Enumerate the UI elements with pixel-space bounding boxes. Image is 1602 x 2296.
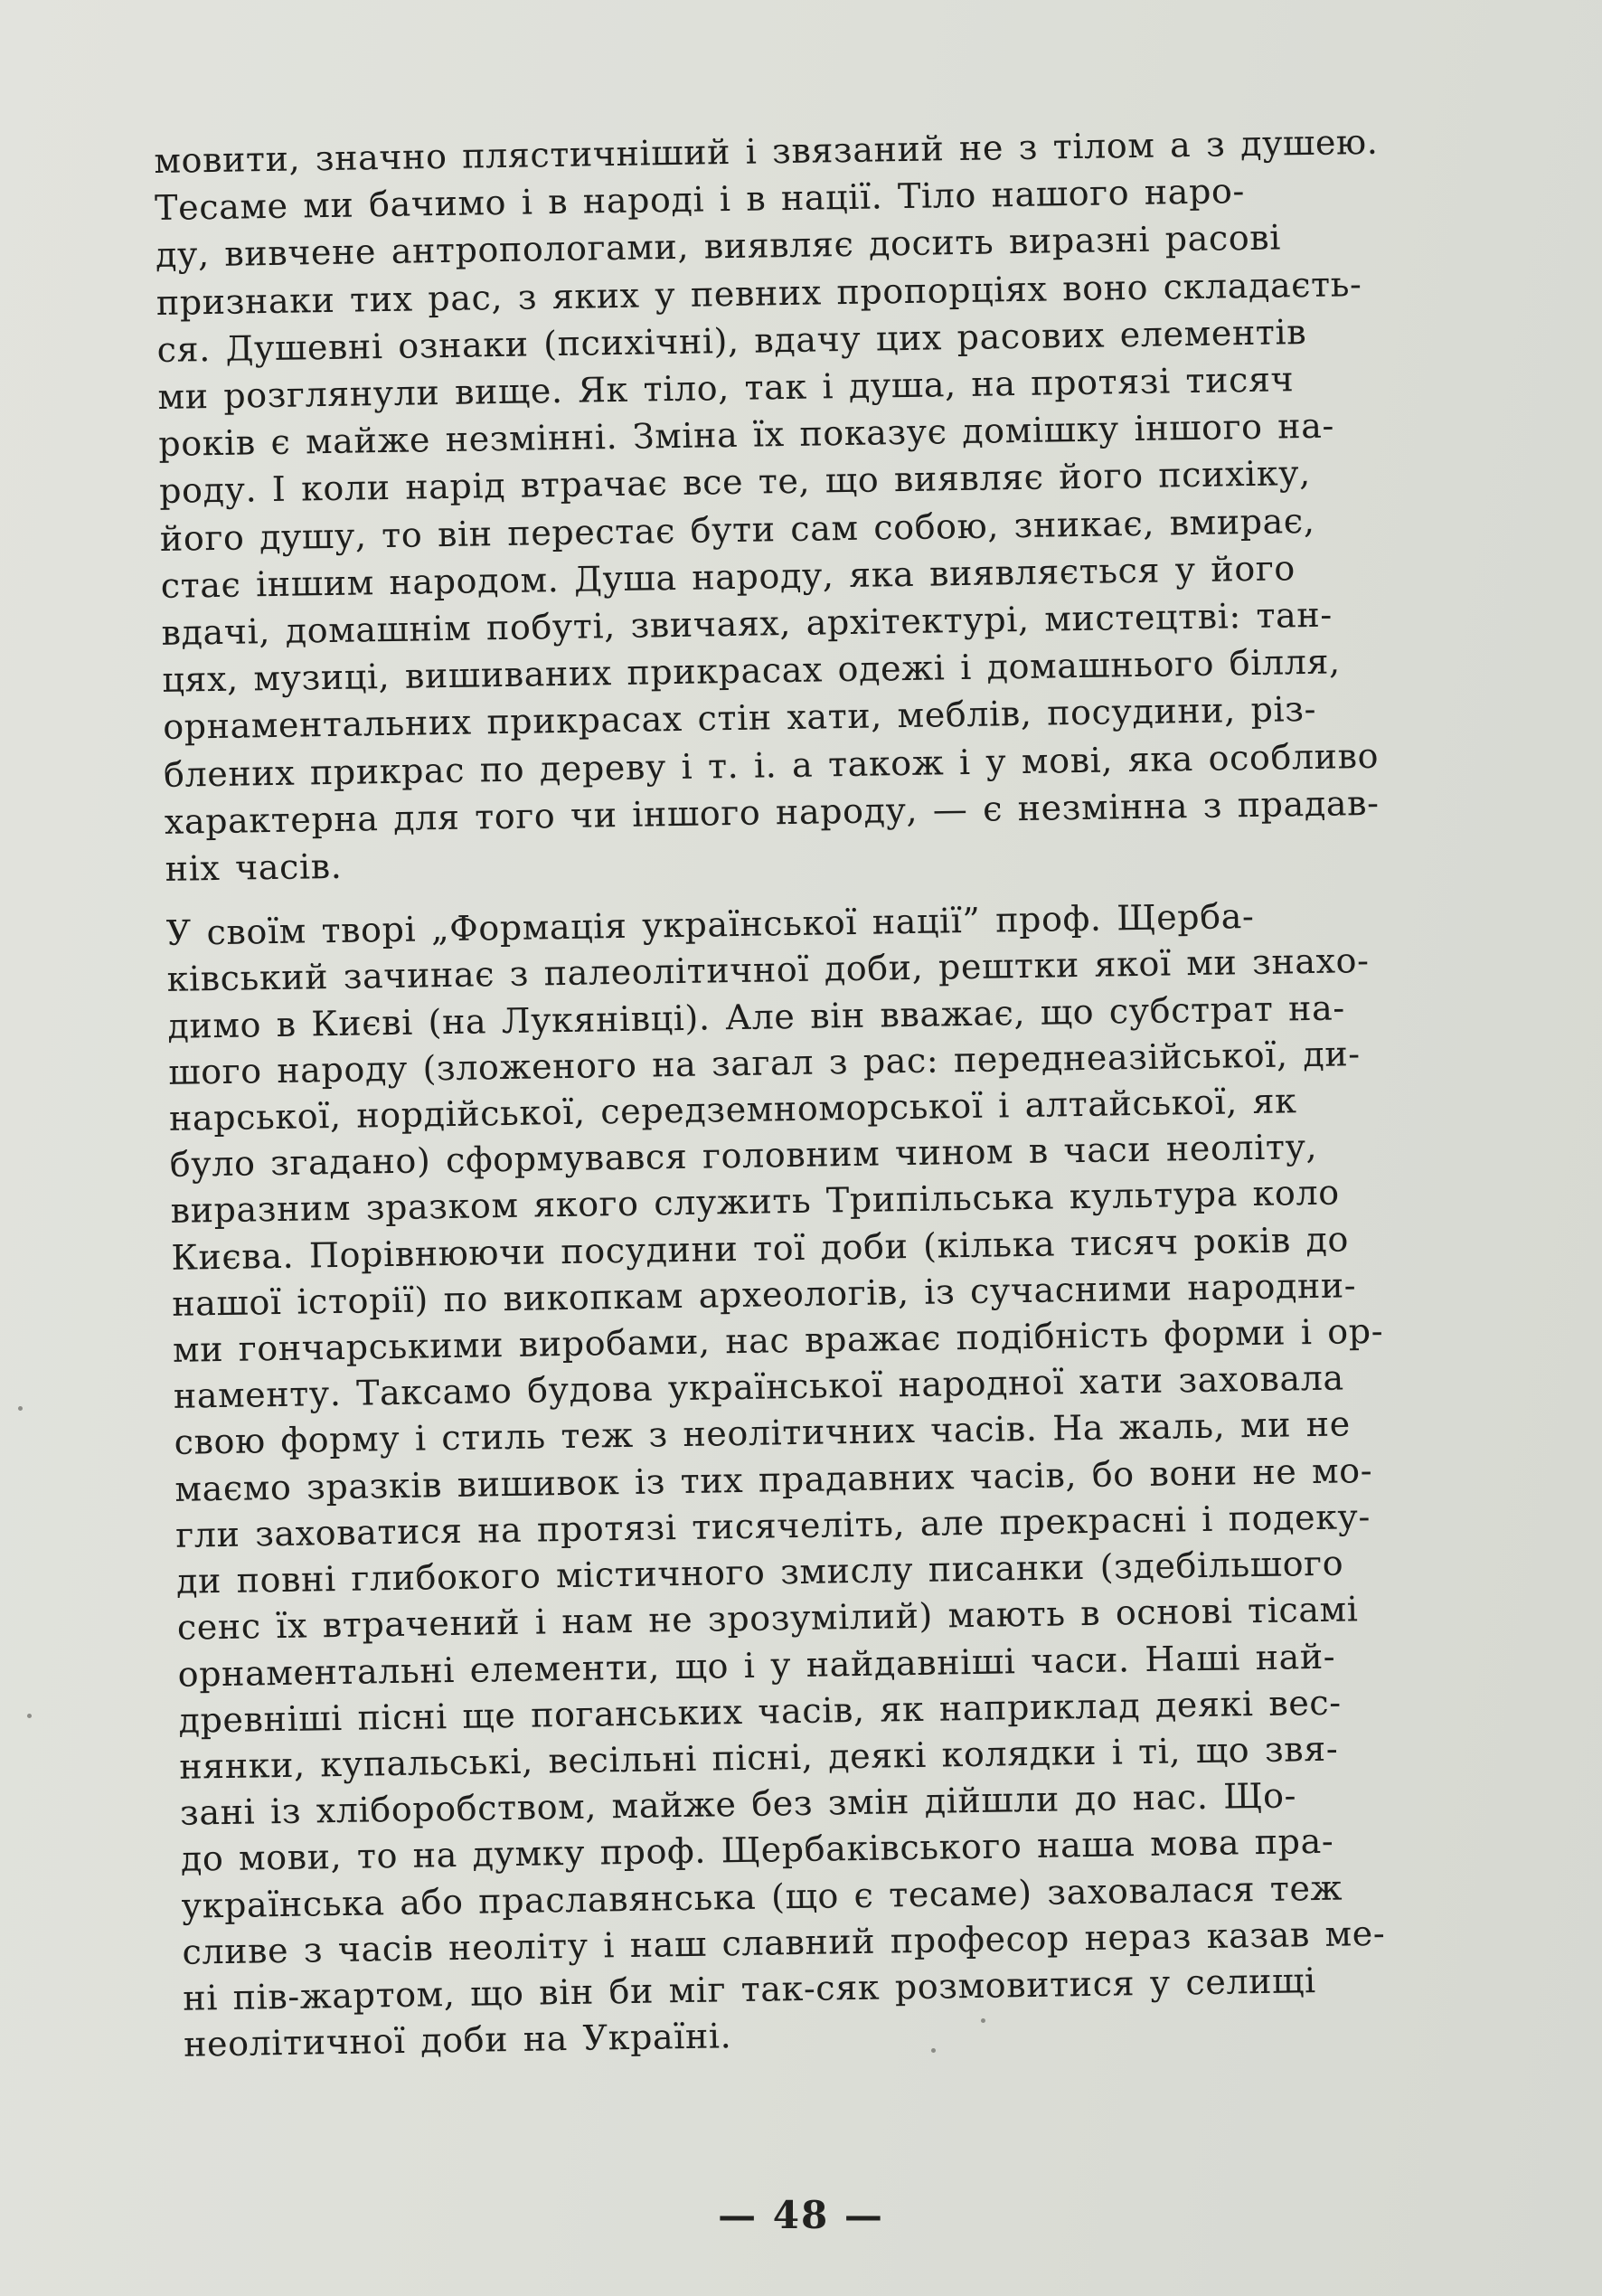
paper-speck <box>981 2018 985 2023</box>
paper-speck <box>18 1406 23 1411</box>
paper-speck <box>931 2048 936 2053</box>
page-number: — 48 — <box>718 2193 884 2237</box>
paragraph-1: мовити, значно плястичніший і звязаний не з тілом а з душею. Тесаме ми бачимо і в народі і в нації. Тіло нашого наро- ду, вивчене антропологами, виявляє досить виразні расові признаки тих рас, з яких у певних пропорціях воно складаєть- ся. Душевні ознаки (психічні), вдачу цих расових елементів ми розглянули вище. Як тіло, так і душа, на протязі тисяч років є майже незмінні. Зміна їх показує домішку іншого на- роду. І коли нарід втрачає все те, що виявляє його психіку, його душу, то він перестає бути сам собою, зникає, вмирає, стає іншим народом. Душа народу, яка виявляється у його вдачі, домашнім побуті, звичаях, архітектурі, мистецтві: тан- цях, музиці, вишиваних прикрасах одежі і домашнього білля, орнаментальних прикрасах стін хати, меблів, посудини, різ- блених прикрас по дереву і т. і. а також і у мові, яка особливо характерна для того чи іншого народу, — є незмінна з прадав- ніх часів. <box>154 121 1380 889</box>
paragraph-2: У своїм творі „Формація української нації” проф. Щерба- ківський зачинає з палеолітичної доби, рештки якої ми знахо- димо в Києві (на Лукянівці). Але він вважає, що субстрат на- шого народу (зложеного на загал з рас: переднеазійської, ди- нарської, нордійської, середземноморської і алтайської, як було згадано) сформувався головним чином в часи неоліту, виразним зразком якого служить Трипільська культура коло Києва. Порівнюючи посудини тої доби (кілька тисяч років до нашої історії) по викопкам археологів, із сучасними народни- ми гончарськими виробами, нас вражає подібність форми і ор- наменту. Таксамо будова української народної хати заховала свою форму і стиль теж з неолітичних часів. На жаль, ми не маємо зразків вишивок із тих прадавних часів, бо вони не мо- гли заховатися на протязі тисячеліть, але прекрасні і подеку- ди повні глибокого містичного змислу писанки (здебільшого сенс їх втрачений і нам не зрозумілий) мають в основі тісамі орнаментальні елементи, що і у найдавніші часи. Наші най- древніші пісні ще поганських часів, як наприклад деякі вес- нянки, купальські, весільні пісні, деякі колядки і ті, що звя- зані із хліборобством, майже без змін дійшли до нас. Що- до мови, то на думку проф. Щербаківського наша мова пра- українська або праславянська (що є тесаме) заховалася теж сливе з часів неоліту і наш славний професор нераз казав ме- ні пів-жартом, що він би міг так-сяк розмовитися у селищі неолітичної доби на Україні. <box>165 896 1386 2065</box>
paper-speck <box>27 1714 32 1718</box>
text-block <box>154 115 1602 2158</box>
